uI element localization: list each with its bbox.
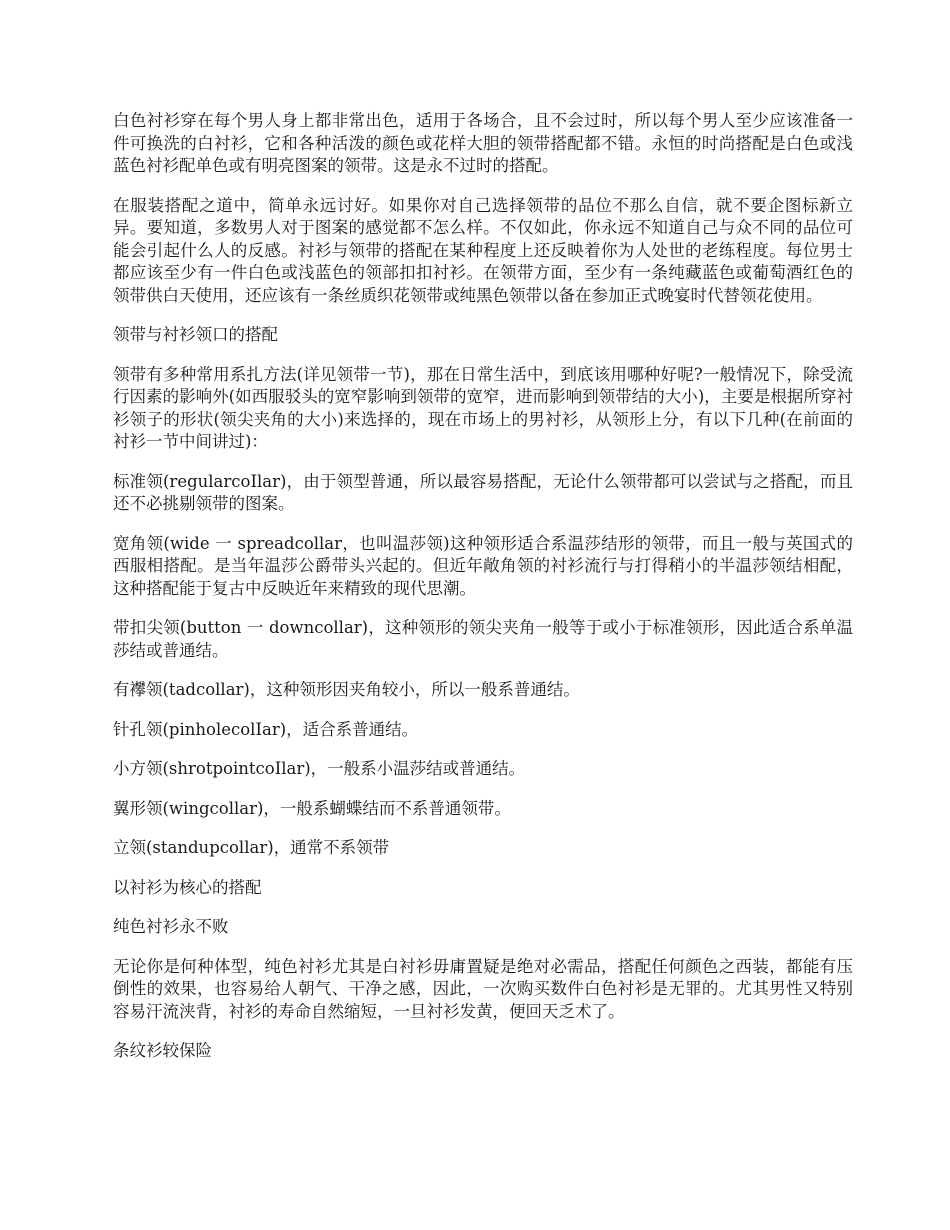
paragraph: 有襻领(tadcollar)，这种领形因夹角较小，所以一般系普通结。 [113, 680, 580, 699]
paragraph: 宽角领(wide 一 spreadcollar，也叫温莎领)这种领形适合系温莎结形的领带，而且一般与英国式的西服相搭配。是当年温莎公爵带头兴起的。但近年敞角领的衬衫流行与打得稍小的半温莎领结相配，这种搭配能于复古中反映近年来精致的现代思潮。 [113, 533, 853, 598]
paragraph: 无论你是何种体型，纯色衬衫尤其是白衬衫毋庸置疑是绝对必需品，搭配任何颜色之西装，都能有压倒性的效果，也容易给人朝气、干净之感，因此，一次购买数件白色衬衫是无罪的。尤其男性又特别容易汗流浃背，衬衫的寿命自然缩短，一旦衬衫发黄，便回天乏术了。 [113, 956, 853, 1021]
paragraph: 小方领(shrotpointcoIlar)，一般系小温莎结或普通结。 [113, 759, 526, 778]
paragraph: 带扣尖领(button 一 downcollar)，这种领形的领尖夹角一般等于或小于标准领形，因此适合系单温莎结或普通结。 [113, 618, 853, 660]
section-heading: 条纹衫较保险 [113, 1041, 212, 1060]
paragraph: 领带有多种常用系扎方法(详见领带一节)，那在日常生活中，到底该用哪种好呢?一般情况下，除受流行因素的影响外(如西服驳头的宽窄影响到领带的宽窄，进而影响到领带结的大小)，主要是根据所穿衬衫领子的形状(领尖夹角的大小)来选择的，现在市场上的男衬衫，从领形上分，有以下几种(在前面的衬衫一节中间讲过)： [113, 364, 853, 451]
paragraph: 标准领(regularcoIlar)，由于领型普通，所以最容易搭配，无论什么领带都可以尝试与之搭配，而且还不必挑剔领带的图案。 [113, 471, 853, 513]
paragraph: 在服装搭配之道中，简单永远讨好。如果你对自己选择领带的品位不那么自信，就不要企图标新立异。要知道，多数男人对于图案的感觉都不怎么样。不仅如此，你永远不知道自己与众不同的品位可能会引起什么人的反感。衬衫与领带的搭配在某种程度上还反映着你为人处世的老练程度。每位男士都应该至少有一件白色或浅蓝色的领部扣扣衬衫。在领带方面，至少有一条纯藏蓝色或葡萄酒红色的领带供白天使用，还应该有一条丝质织花领带或纯黑色领带以备在参加正式晚宴时代替领花使用。 [113, 195, 853, 305]
paragraph: 翼形领(wingcollar)，一般系蝴蝶结而不系普通领带。 [113, 798, 511, 818]
paragraph: 针孔领(pinholecolIar)，适合系普通结。 [113, 719, 419, 739]
document-page [113, 110, 853, 1080]
section-heading: 纯色衬衫永不败 [113, 917, 229, 936]
paragraph: 立领(standupcollar)，通常不系领带 [113, 838, 390, 857]
section-heading: 以衬衫为核心的搭配 [113, 877, 262, 897]
section-heading: 领带与衬衫领口的搭配 [113, 325, 278, 344]
paragraph: 白色衬衫穿在每个男人身上都非常出色，适用于各场合，且不会过时，所以每个男人至少应该准备一件可换洗的白衬衫，它和各种活泼的颜色或花样大胆的领带搭配都不错。永恒的时尚搭配是白色或浅蓝色衬衫配单色或有明亮图案的领带。这是永不过时的搭配。 [113, 111, 853, 175]
